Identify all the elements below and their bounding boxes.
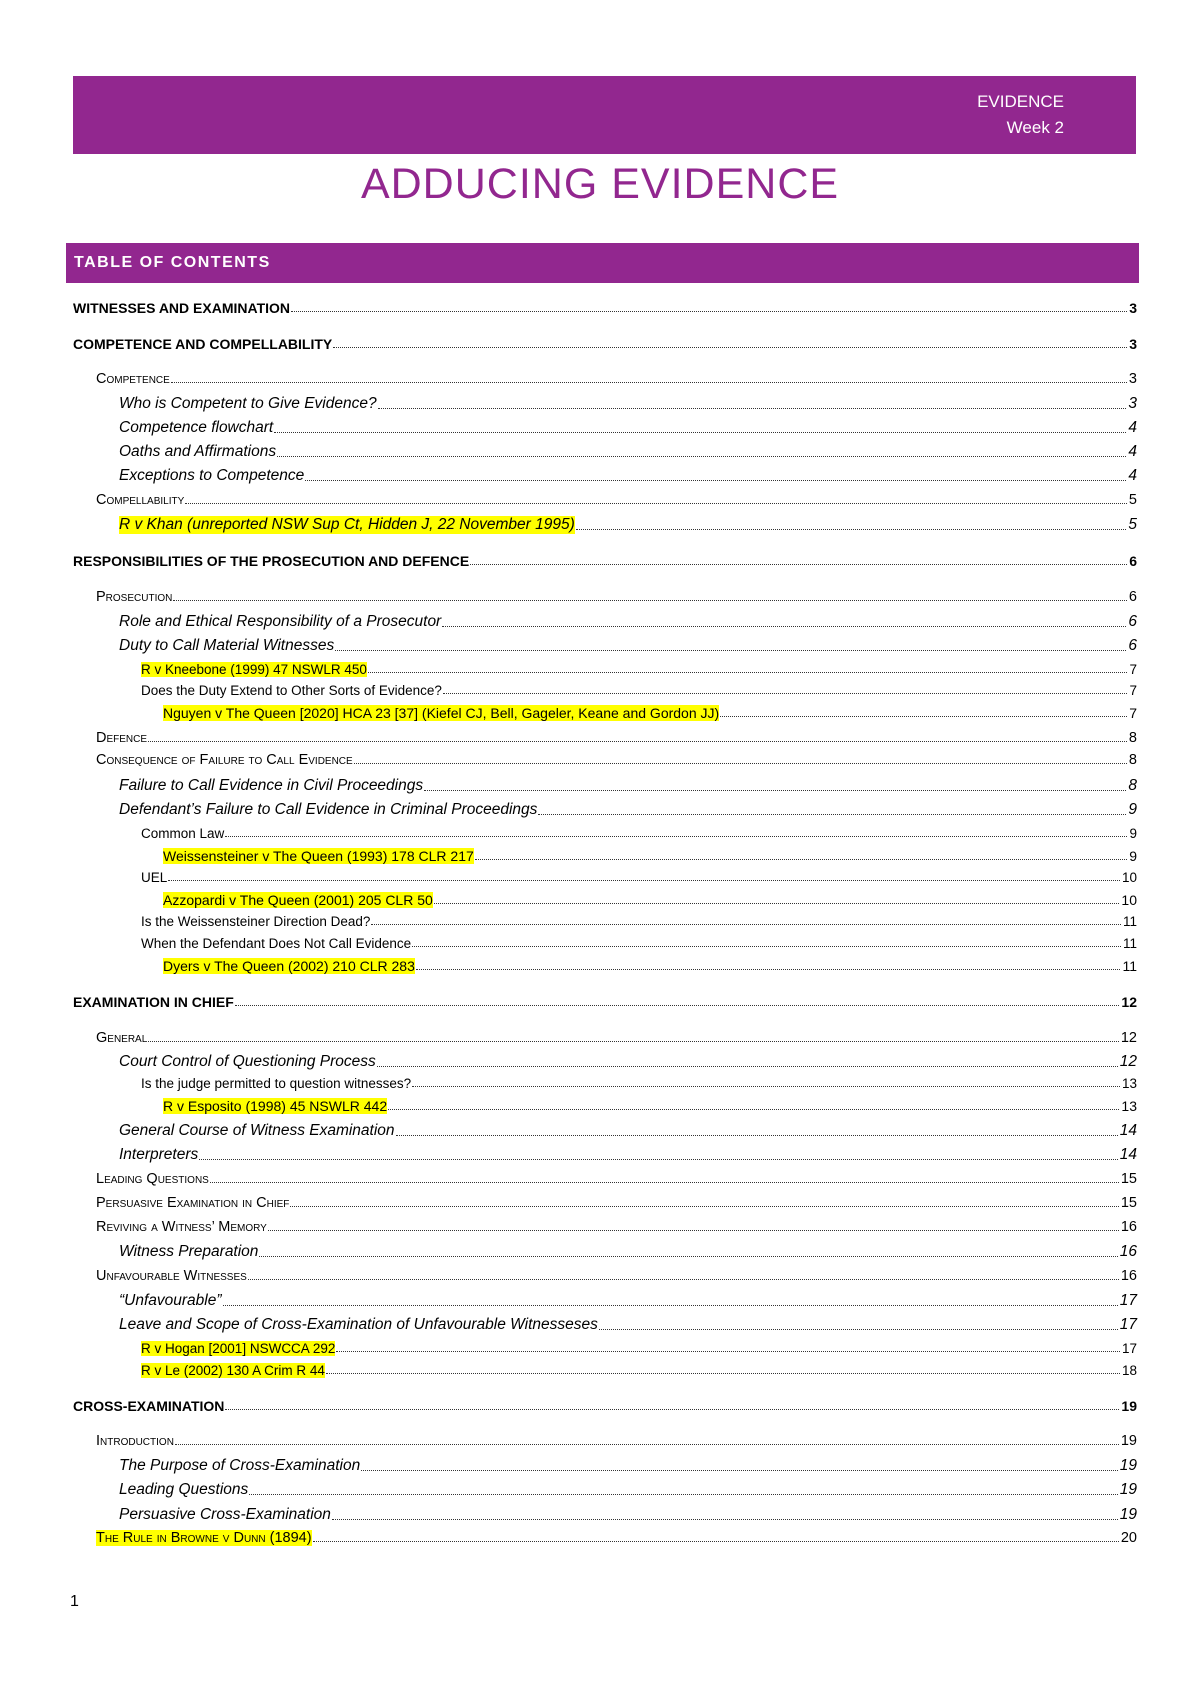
toc-entry-page: 16 <box>1120 1219 1137 1235</box>
toc-entry-page: 17 <box>1119 1316 1137 1333</box>
header-week: Week 2 <box>1006 118 1064 137</box>
dot-leader <box>199 1159 1117 1160</box>
toc-entry-text: Competence flowchart <box>119 419 274 436</box>
toc-entry[interactable] <box>73 336 1137 352</box>
toc-entry-page: 3 <box>1128 395 1137 412</box>
toc-entry-text: The Rule in Browne v Dunn (1894) <box>96 1530 312 1546</box>
toc-entry-text: The Purpose of Cross-Examination <box>119 1457 361 1474</box>
dot-leader <box>412 1086 1120 1087</box>
dot-leader <box>371 924 1121 925</box>
toc-entry[interactable] <box>119 516 1137 534</box>
dot-leader <box>185 503 1127 504</box>
toc-entry[interactable] <box>141 870 1137 885</box>
header-subject: EVIDENCE <box>977 92 1064 111</box>
toc-entry-text: Is the judge permitted to question witnesses? <box>141 1076 412 1091</box>
toc-entry-text: Court Control of Questioning Process <box>119 1053 376 1070</box>
toc-entry-page: 8 <box>1128 752 1137 768</box>
toc-entry-text: Introduction <box>96 1433 174 1449</box>
toc-entry-page: 9 <box>1129 826 1137 841</box>
toc-entry-page: 14 <box>1119 1146 1137 1163</box>
dot-leader <box>416 969 1121 970</box>
dot-leader <box>313 1541 1119 1542</box>
toc-entry-text: Competence <box>96 371 170 387</box>
toc-entry-text: EXAMINATION IN CHIEF <box>73 994 234 1010</box>
toc-entry-page: 6 <box>1128 613 1137 630</box>
dot-leader <box>148 741 1127 742</box>
dot-leader <box>223 1305 1118 1306</box>
dot-leader <box>576 529 1127 530</box>
toc-entry[interactable] <box>73 553 1137 569</box>
toc-entry[interactable] <box>96 492 1137 508</box>
dot-leader <box>248 1279 1119 1280</box>
toc-entry[interactable] <box>141 936 1137 951</box>
toc-entry-text: Weissensteiner v The Queen (1993) 178 CLR 217 <box>163 848 474 864</box>
toc-entry[interactable] <box>119 613 1137 631</box>
dot-leader <box>470 564 1127 565</box>
dot-leader <box>361 1470 1118 1471</box>
toc-entry-page: 3 <box>1128 371 1137 387</box>
toc-entry-text: UEL <box>141 870 168 885</box>
toc-entry[interactable] <box>141 914 1137 929</box>
dot-leader <box>326 1373 1120 1374</box>
toc-entry-page: 6 <box>1128 637 1137 654</box>
toc-entry[interactable] <box>119 801 1137 819</box>
toc-entry[interactable] <box>73 300 1137 316</box>
toc-entry-page: 3 <box>1129 336 1137 352</box>
toc-entry-text: Who is Competent to Give Evidence? <box>119 395 377 412</box>
toc-entry[interactable] <box>163 958 1137 974</box>
dot-leader <box>332 1519 1118 1520</box>
toc-entry-page: 20 <box>1120 1530 1137 1546</box>
toc-entry[interactable] <box>73 994 1137 1010</box>
toc-entry[interactable] <box>73 1398 1137 1414</box>
toc-entry-text: R v Esposito (1998) 45 NSWLR 442 <box>163 1098 388 1114</box>
toc-entry-page: 19 <box>1120 1433 1137 1449</box>
toc-entry-page: 14 <box>1119 1122 1137 1139</box>
toc-entry-page: 19 <box>1119 1506 1137 1523</box>
toc-entry[interactable] <box>96 371 1137 387</box>
toc-entry-text: R v Khan (unreported NSW Sup Ct, Hidden J, 22 November 1995) <box>119 516 575 533</box>
toc-entry[interactable] <box>163 705 1137 721</box>
toc-entry-page: 7 <box>1129 683 1137 698</box>
dot-leader <box>274 432 1126 433</box>
dot-leader <box>424 790 1126 791</box>
dot-leader <box>259 1256 1117 1257</box>
toc-entry[interactable] <box>119 1243 1137 1261</box>
toc-entry[interactable] <box>119 1122 1137 1140</box>
toc-entry-page: 15 <box>1120 1171 1137 1187</box>
toc-entry-text: Failure to Call Evidence in Civil Proceedings <box>119 777 424 794</box>
toc-entry-text: RESPONSIBILITIES OF THE PROSECUTION AND DEFENCE <box>73 553 470 569</box>
toc-entry[interactable] <box>119 1481 1137 1499</box>
toc-entry-page: 4 <box>1128 443 1137 460</box>
toc-entry[interactable] <box>119 1053 1137 1071</box>
toc-entry-page: 3 <box>1129 300 1137 316</box>
toc-entry-text: Prosecution <box>96 589 173 605</box>
toc-entry-text: CROSS-EXAMINATION <box>73 1398 225 1414</box>
toc-entry-page: 6 <box>1129 553 1137 569</box>
toc-entry-page: 12 <box>1120 1030 1137 1046</box>
toc-entry-page: 15 <box>1120 1195 1137 1211</box>
toc-entry-text: COMPETENCE AND COMPELLABILITY <box>73 336 333 352</box>
toc-entry[interactable] <box>163 892 1137 908</box>
toc-entry[interactable] <box>96 589 1137 605</box>
toc-entry-page: 19 <box>1119 1457 1137 1474</box>
toc-entry-text: Duty to Call Material Witnesses <box>119 637 335 654</box>
dot-leader <box>291 311 1127 312</box>
toc-entry[interactable] <box>119 395 1137 413</box>
toc-entry[interactable] <box>119 1316 1137 1334</box>
toc-entry-page: 10 <box>1121 870 1137 885</box>
dot-leader <box>268 1230 1119 1231</box>
toc-entry-page: 10 <box>1121 892 1137 908</box>
dot-leader <box>235 1005 1120 1006</box>
dot-leader <box>412 946 1121 947</box>
toc-entry-text: Leading Questions <box>96 1171 209 1187</box>
toc-entry-page: 19 <box>1121 1398 1137 1414</box>
toc-entry-text: Exceptions to Competence <box>119 467 305 484</box>
toc-entry[interactable] <box>96 1171 1137 1187</box>
dot-leader <box>720 716 1127 717</box>
toc-entry-page: 11 <box>1122 914 1137 929</box>
toc-entry[interactable] <box>96 1030 1137 1046</box>
dot-leader <box>175 1444 1119 1445</box>
toc-heading: TABLE OF CONTENTS <box>74 254 271 271</box>
toc-entry[interactable] <box>119 467 1137 485</box>
toc-entry[interactable] <box>119 443 1137 461</box>
dot-leader <box>335 650 1126 651</box>
toc-entry-page: 11 <box>1122 958 1137 974</box>
toc-entry[interactable] <box>119 1292 1137 1310</box>
toc-entry-text: WITNESSES AND EXAMINATION <box>73 300 291 316</box>
toc-entry-text: General Course of Witness Examination <box>119 1122 395 1139</box>
dot-leader <box>148 1041 1119 1042</box>
dot-leader <box>388 1109 1119 1110</box>
toc-entry[interactable] <box>141 1363 1137 1378</box>
toc-entry[interactable] <box>119 1457 1137 1475</box>
toc-entry-text: When the Defendant Does Not Call Evidence <box>141 936 412 951</box>
toc-entry-page: 6 <box>1128 589 1137 605</box>
toc-entry[interactable] <box>141 826 1137 841</box>
dot-leader <box>475 859 1127 860</box>
dot-leader <box>333 347 1127 348</box>
toc-entry[interactable] <box>96 1433 1137 1449</box>
toc-entry[interactable] <box>96 1530 1137 1546</box>
toc-entry-page: 9 <box>1129 848 1137 864</box>
toc-entry-page: 18 <box>1121 1363 1137 1378</box>
toc-entry[interactable] <box>141 1076 1137 1091</box>
toc-entry[interactable] <box>119 419 1137 437</box>
toc-entry-page: 17 <box>1119 1292 1137 1309</box>
toc-entry[interactable] <box>119 637 1137 655</box>
toc-entry-text: Persuasive Examination in Chief <box>96 1195 290 1211</box>
dot-leader <box>368 672 1128 673</box>
toc-entry[interactable] <box>96 730 1137 746</box>
page-number: 1 <box>70 1593 79 1610</box>
dot-leader <box>225 1409 1119 1410</box>
toc-entry[interactable] <box>119 1506 1137 1524</box>
toc-entry-text: Common Law <box>141 826 225 841</box>
dot-leader <box>354 763 1127 764</box>
toc-entry-text: Persuasive Cross-Examination <box>119 1506 331 1523</box>
dot-leader <box>225 836 1127 837</box>
toc-entry[interactable] <box>96 1195 1137 1211</box>
toc-entry-page: 12 <box>1119 1053 1137 1070</box>
toc-entry-page: 17 <box>1121 1341 1137 1356</box>
toc-entry-text: R v Hogan [2001] NSWCCA 292 <box>141 1341 336 1356</box>
toc-entry-text: Interpreters <box>119 1146 199 1163</box>
toc-entry-text: Dyers v The Queen (2002) 210 CLR 283 <box>163 958 415 974</box>
toc-entry[interactable] <box>96 1219 1137 1235</box>
toc-entry[interactable] <box>141 683 1137 698</box>
toc-entry-text: Role and Ethical Responsibility of a Prosecutor <box>119 613 442 630</box>
toc-entry-page: 12 <box>1121 994 1137 1010</box>
toc-entry[interactable] <box>163 1098 1137 1114</box>
toc-entry-text: Consequence of Failure to Call Evidence <box>96 752 353 768</box>
toc-entry-text: General <box>96 1030 148 1046</box>
toc-entry-text: Reviving a Witness’ Memory <box>96 1219 267 1235</box>
toc-entry-page: 7 <box>1129 705 1137 721</box>
toc-entry[interactable] <box>119 1146 1137 1164</box>
toc-entry-text: Defence <box>96 730 148 746</box>
toc-entry-page: 16 <box>1120 1268 1137 1284</box>
dot-leader <box>442 626 1126 627</box>
toc-entry[interactable] <box>119 777 1137 795</box>
toc-entry[interactable] <box>96 1268 1137 1284</box>
toc-entry-page: 13 <box>1121 1076 1137 1091</box>
dot-leader <box>599 1329 1118 1330</box>
toc-entry[interactable] <box>141 662 1137 677</box>
dot-leader <box>377 1066 1118 1067</box>
toc-entry-text: Compellability <box>96 492 185 508</box>
toc-entry-text: “Unfavourable” <box>119 1292 222 1309</box>
toc-entry-page: 4 <box>1128 419 1137 436</box>
toc-entry-text: Unfavourable Witnesses <box>96 1268 247 1284</box>
toc-entry-text: Is the Weissensteiner Direction Dead? <box>141 914 371 929</box>
toc-entry-page: 8 <box>1128 777 1137 794</box>
dot-leader <box>305 480 1126 481</box>
toc-entry-page: 5 <box>1128 516 1137 533</box>
dot-leader <box>378 408 1127 409</box>
toc-entry-page: 7 <box>1129 662 1137 677</box>
toc-entry-text: R v Kneebone (1999) 47 NSWLR 450 <box>141 662 367 677</box>
toc-entry-text: Nguyen v The Queen [2020] HCA 23 [37] (Kiefel CJ, Bell, Gageler, Keane and Gordon JJ) <box>163 705 720 721</box>
toc-entry-text: Witness Preparation <box>119 1243 259 1260</box>
toc-entry-text: Oaths and Affirmations <box>119 443 277 460</box>
toc-entry-page: 4 <box>1128 467 1137 484</box>
dot-leader <box>290 1206 1118 1207</box>
toc-entry-page: 9 <box>1128 801 1137 818</box>
dot-leader <box>336 1351 1120 1352</box>
toc-entry-text: Azzopardi v The Queen (2001) 205 CLR 50 <box>163 892 433 908</box>
dot-leader <box>168 880 1120 881</box>
dot-leader <box>171 382 1127 383</box>
dot-leader <box>396 1135 1118 1136</box>
toc-entry-page: 5 <box>1128 492 1137 508</box>
toc-entry-text: R v Le (2002) 130 A Crim R 44 <box>141 1363 325 1378</box>
toc-entry[interactable] <box>96 752 1137 768</box>
dot-leader <box>173 600 1127 601</box>
dot-leader <box>434 903 1120 904</box>
toc-entry-page: 13 <box>1121 1098 1137 1114</box>
toc-entry[interactable] <box>163 848 1137 864</box>
toc-entry-page: 8 <box>1128 730 1137 746</box>
toc-entry[interactable] <box>141 1341 1137 1356</box>
document-title: ADDUCING EVIDENCE <box>360 160 840 208</box>
dot-leader <box>443 693 1128 694</box>
toc-entry-page: 11 <box>1122 936 1137 951</box>
dot-leader <box>249 1494 1117 1495</box>
toc-entry-text: Leading Questions <box>119 1481 249 1498</box>
dot-leader <box>538 814 1126 815</box>
toc-entry-page: 19 <box>1119 1481 1137 1498</box>
toc-entry-text: Does the Duty Extend to Other Sorts of Evidence? <box>141 683 442 698</box>
toc-entry-page: 16 <box>1119 1243 1137 1260</box>
toc-entry-text: Leave and Scope of Cross-Examination of Unfavourable Witnesseses <box>119 1316 598 1333</box>
toc-entry-text: Defendant’s Failure to Call Evidence in Criminal Proceedings <box>119 801 538 818</box>
dot-leader <box>277 456 1126 457</box>
dot-leader <box>210 1182 1119 1183</box>
